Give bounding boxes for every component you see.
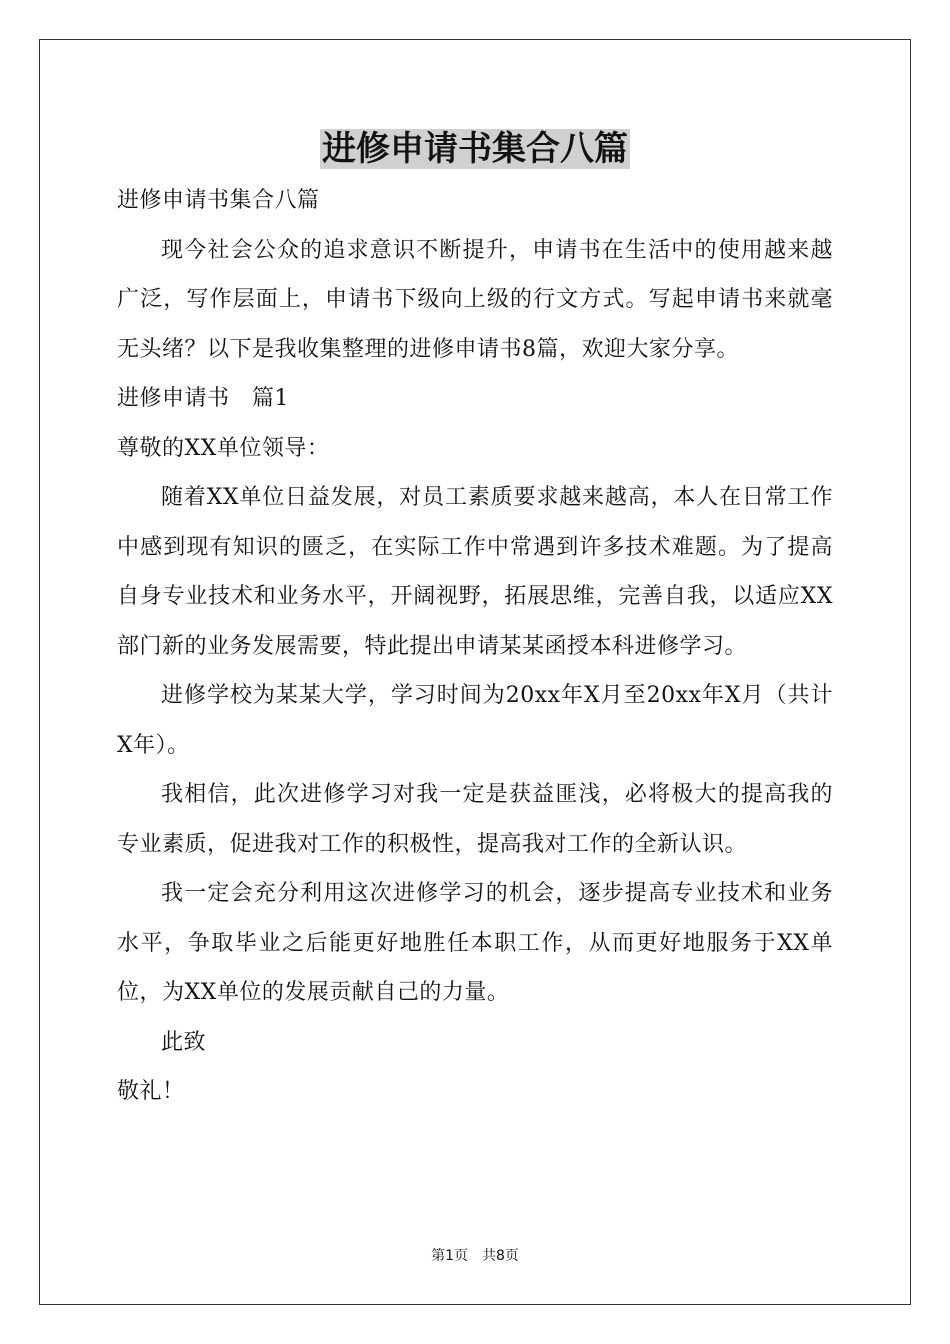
intro-paragraph: 现今社会公众的追求意识不断提升，申请书在生活中的使用越来越广泛，写作层面上，申请书下级向上级的行文方式。写起申请书来就毫无头绪？以下是我收集整理的进修申请书8篇，欢迎大家分享。: [117, 237, 833, 362]
closing-line-1: 此致: [161, 1029, 207, 1055]
section-heading: 进修申请书 篇1: [117, 386, 289, 411]
closing-line-2: 敬礼！: [117, 1079, 185, 1104]
document-title: [0, 126, 950, 172]
salutation: 尊敬的XX单位领导：: [117, 435, 330, 461]
body-paragraph-2: 进修学校为某某大学，学习时间为20xx年X月至20xx年X月（共计X年）。: [117, 683, 833, 758]
body-paragraph-3: 我相信，此次进修学习对我一定是获益匪浅，必将极大的提高我的专业素质，促进我对工作的积极性，提高我对工作的全新认识。: [117, 782, 833, 857]
document-subtitle: 进修申请书集合八篇: [117, 188, 320, 213]
body-paragraph-4: 我一定会充分利用这次进修学习的机会，逐步提高专业技术和业务水平，争取毕业之后能更好地胜任本职工作，从而更好地服务于XX单位，为XX单位的发展贡献自己的力量。: [117, 881, 833, 1005]
document-title-text: 进修申请书集合八篇: [322, 129, 628, 169]
document-body: [117, 176, 833, 1117]
body-paragraph-1: 随着XX单位日益发展，对员工素质要求越来越高，本人在日常工作中感到现有知识的匮乏，在实际工作中常遇到许多技术难题。为了提高自身专业技术和业务水平，开阔视野，拓展思维，完善自我，以适应XX部门新的业务发展需要，特此提出申请某某函授本科进修学习。: [117, 485, 833, 659]
page-footer: 第1页 共8页: [431, 1248, 519, 1264]
